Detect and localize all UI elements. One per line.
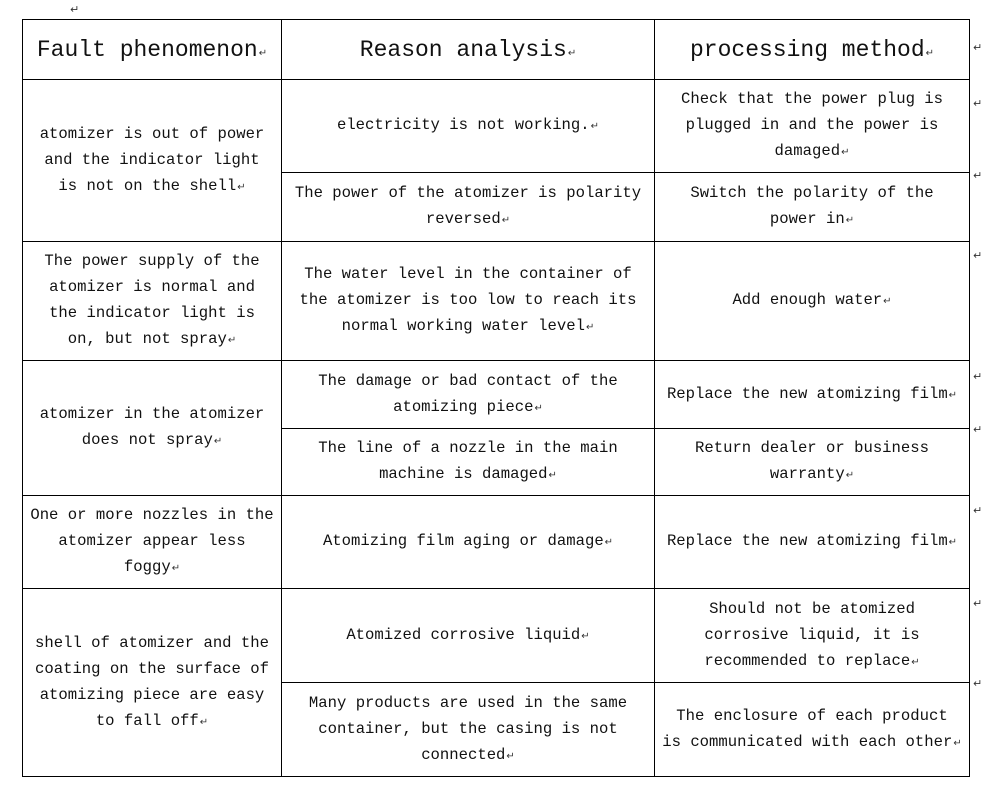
paragraph-mark-icon: ↵ [213,436,223,447]
paragraph-mark-icon: ↵ [199,716,209,728]
paragraph-mark-icon: ↵ [70,3,80,16]
reason-cell [282,361,655,429]
paragraph-mark-icon: ↵ [841,147,850,158]
method-cell [655,80,970,173]
header-label: processing method [689,36,925,63]
paragraph-mark-icon: ↵ [506,750,515,762]
header-fault-phenomenon [23,20,282,80]
method-text: Replace the new atomizing film [666,384,948,403]
method-cell [655,496,970,589]
fault-text: One or more nozzles in the atomizer appear less foggy [30,506,274,576]
fault-cell [23,361,282,496]
method-cell [655,589,970,683]
paragraph-mark-icon: ↵ [973,41,983,54]
paragraph-mark-icon: ↵ [883,296,892,307]
reason-cell [282,589,655,683]
paragraph-mark-icon: ↵ [973,423,983,436]
method-text: The enclosure of each product is communicated with each other [662,706,953,751]
table-row [23,589,970,683]
paragraph-mark-icon: ↵ [548,470,557,481]
paragraph-mark-icon: ↵ [948,537,958,548]
paragraph-mark-icon: ↵ [590,121,600,132]
paragraph-mark-icon: ↵ [973,249,983,262]
reason-cell [282,173,655,242]
method-cell [655,173,970,242]
table-header-row [23,20,970,80]
reason-text: Many products are used in the same container, but the casing is not connected [308,693,628,764]
paragraph-mark-icon: ↵ [948,389,958,401]
reason-cell [282,80,655,173]
reason-text: The line of a nozzle in the main machine is damaged [318,439,618,483]
paragraph-mark-icon: ↵ [227,335,237,346]
paragraph-mark-icon: ↵ [911,656,920,668]
header-reason-analysis [282,20,655,80]
method-cell [655,683,970,777]
reason-text: The power of the atomizer is polarity reversed [294,184,642,228]
fault-text: The power supply of the atomizer is normal and the indicator light is on, but not spray [44,252,260,348]
paragraph-mark-icon: ↵ [604,537,614,548]
paragraph-mark-icon: ↵ [973,504,983,517]
paragraph-mark-icon: ↵ [258,47,268,59]
method-text: Check that the power plug is plugged in and the power is damaged [680,90,944,160]
method-cell [655,242,970,361]
paragraph-mark-icon: ↵ [973,97,983,110]
reason-text: The water level in the container of the atomizer is too low to reach its normal working water level [299,265,637,335]
method-cell [655,361,970,429]
reason-text: The damage or bad contact of the atomizing piece [318,371,618,416]
fault-text: atomizer in the atomizer does not spray [39,405,265,449]
header-label: Fault phenomenon [36,36,258,63]
paragraph-mark-icon: ↵ [973,370,983,383]
paragraph-mark-icon: ↵ [567,47,577,59]
paragraph-mark-icon: ↵ [501,215,511,226]
method-text: Switch the polarity of the power in [690,184,934,228]
fault-cell [23,80,282,242]
method-text: Return dealer or business warranty [695,439,929,483]
reason-text: electricity is not working. [336,116,590,134]
reason-cell [282,242,655,361]
table-row [23,242,970,361]
fault-cell [23,242,282,361]
fault-cell [23,589,282,777]
fault-table [22,19,970,777]
paragraph-mark-icon: ↵ [237,181,246,193]
fault-cell [23,496,282,589]
reason-text: Atomized corrosive liquid [346,625,581,644]
header-label: Reason analysis [359,36,567,63]
paragraph-mark-icon: ↵ [534,402,543,414]
paragraph-mark-icon: ↵ [953,737,962,749]
paragraph-mark-icon: ↵ [925,47,935,59]
paragraph-mark-icon: ↵ [973,169,983,182]
paragraph-mark-icon: ↵ [973,677,983,690]
table-row [23,496,970,589]
fault-text: atomizer is out of power and the indicator light is not on the shell [39,124,265,195]
reason-cell [282,496,655,589]
paragraph-mark-icon: ↵ [171,563,181,574]
method-cell [655,429,970,496]
paragraph-mark-icon: ↵ [581,630,590,642]
reason-cell [282,429,655,496]
paragraph-mark-icon: ↵ [845,470,855,481]
reason-text: Atomizing film aging or damage [322,532,604,550]
fault-text: shell of atomizer and the coating on the surface of atomizing piece are easy to fall off [35,633,269,730]
paragraph-mark-icon: ↵ [973,597,983,610]
table-row [23,361,970,429]
method-text: Add enough water [732,291,883,309]
header-processing-method [655,20,970,80]
paragraph-mark-icon: ↵ [585,322,595,333]
method-text: Replace the new atomizing film [666,532,948,550]
paragraph-mark-icon: ↵ [845,215,855,226]
reason-cell [282,683,655,777]
table-row [23,80,970,173]
method-text: Should not be atomized corrosive liquid, it is recommended to replace [704,599,920,670]
